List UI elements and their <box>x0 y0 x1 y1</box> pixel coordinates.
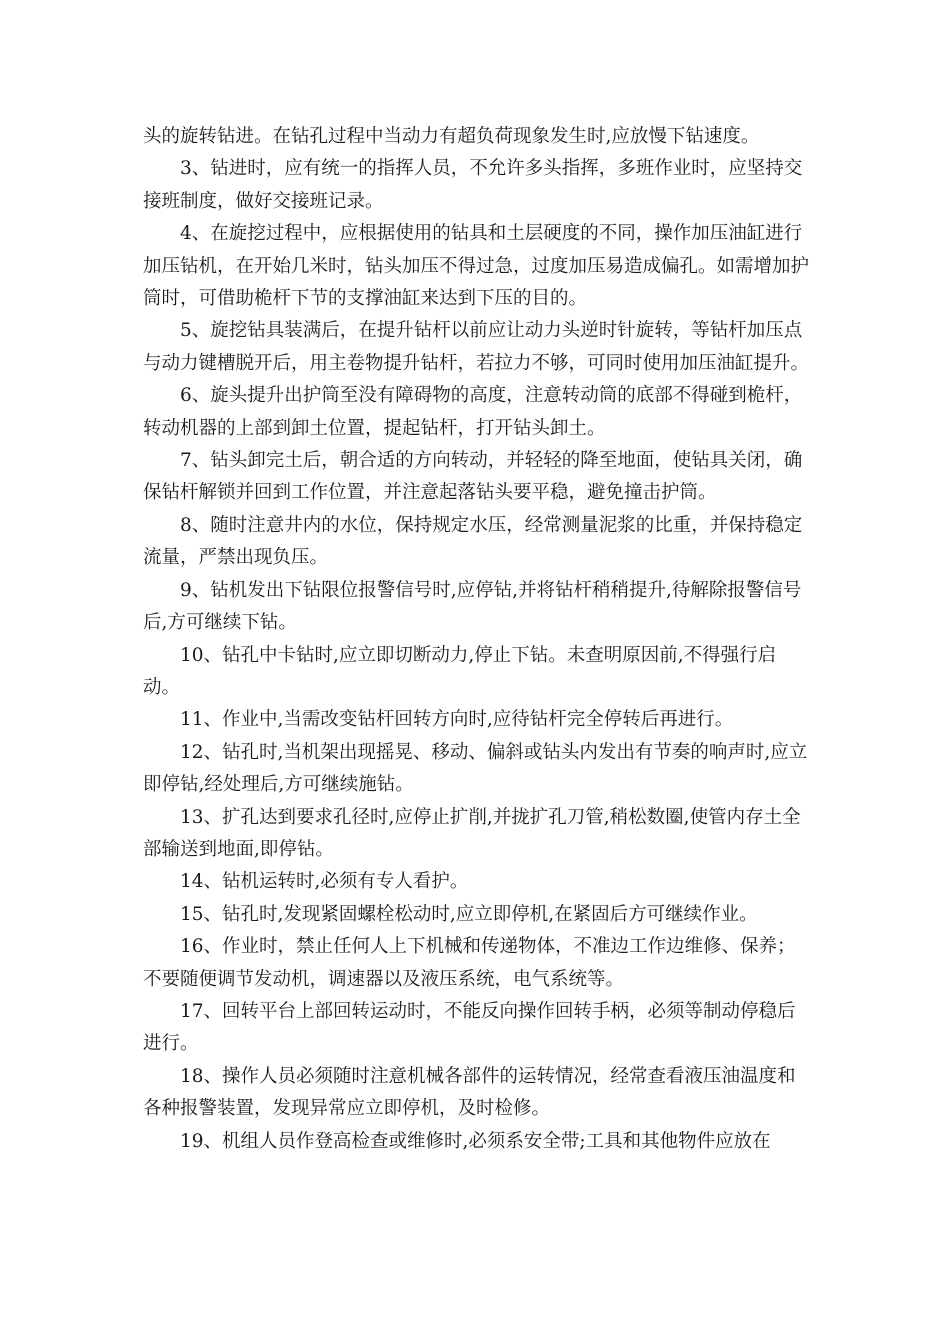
paragraph-item-16: 16、作业时，禁止任何人上下机械和传递物体，不准边工作边维修、保养；不要随便调节发动机，调速器以及液压系统，电气系统等。 <box>143 936 796 990</box>
paragraph-item-13: 13、扩孔达到要求孔径时,应停止扩削,并拢扩孔刀管,稍松数圈,使管内存土全部输送到地面,即停钻。 <box>143 806 801 860</box>
paragraph-item-11: 11、作业中,当需改变钻杆回转方向时,应待钻杆完全停转后再进行。 <box>180 709 734 731</box>
paragraph-item-18: 18、操作人员必须随时注意机械各部件的运转情况，经常查看液压油温度和各种报警装置，发现异常应立即停机，及时检修。 <box>143 1065 796 1120</box>
paragraph-continuation: 头的旋转钻进。在钻孔过程中当动力有超负荷现象发生时,应放慢下钻速度。 <box>143 126 760 147</box>
paragraph-item-9: 9、钻机发出下钻限位报警信号时,应停钻,并将钻杆稍稍提升,待解除报警信号后,方可继续下钻。 <box>143 579 802 634</box>
paragraph-item-14: 14、钻机运转时,必须有专人看护。 <box>180 871 469 893</box>
paragraph-item-5: 5、旋挖钻具装满后，在提升钻杆以前应让动力头逆时针旋转，等钻杆加压点与动力键槽脱开后，用主卷物提升钻杆，若拉力不够，可同时使用加压油缸提升。 <box>143 320 810 374</box>
paragraph-item-4: 4、在旋挖过程中，应根据使用的钻具和土层硬度的不同，操作加压油缸进行加压钻机，在开始几米时，钻头加压不得过急，过度加压易造成偏孔。如需增加护筒时，可借助桅杆下节的支撑油缸来达到下压的目的。 <box>143 223 810 310</box>
paragraph-item-17: 17、回转平台上部回转运动时，不能反向操作回转手柄，必须等制动停稳后进行。 <box>143 1000 796 1055</box>
paragraph-item-8: 8、随时注意井内的水位，保持规定水压，经常测量泥浆的比重，并保持稳定流量，严禁出现负压。 <box>143 514 803 569</box>
paragraph-item-6: 6、旋头提升出护筒至没有障碍物的高度，注意转动筒的底部不得碰到桅杆，转动机器的上部到卸土位置，提起钻杆，打开钻头卸土。 <box>143 385 803 439</box>
paragraph-item-10: 10、钻孔中卡钻时,应立即切断动力,停止下钻。未查明原因前,不得强行启动。 <box>143 644 777 698</box>
paragraph-item-7: 7、钻头卸完土后，朝合适的方向转动，并轻轻的降至地面，使钻具关闭，确保钻杆解锁并回到工作位置，并注意起落钻头要平稳，避免撞击护筒。 <box>143 450 803 504</box>
paragraph-item-15: 15、钻孔时,发现紧固螺栓松动时,应立即停机,在紧固后方可继续作业。 <box>180 903 758 925</box>
paragraph-item-19: 19、机组人员作登高检查或维修时,必须系安全带;工具和其他物件应放在 <box>180 1130 771 1152</box>
document-page <box>143 121 811 1158</box>
paragraph-item-12: 12、钻孔时,当机架出现摇晃、移动、偏斜或钻头内发出有节奏的响声时,应立即停钻,经处理后,方可继续施钻。 <box>143 741 808 796</box>
paragraph-item-3: 3、钻进时，应有统一的指挥人员，不允许多头指挥，多班作业时，应坚持交接班制度，做好交接班记录。 <box>143 158 803 212</box>
